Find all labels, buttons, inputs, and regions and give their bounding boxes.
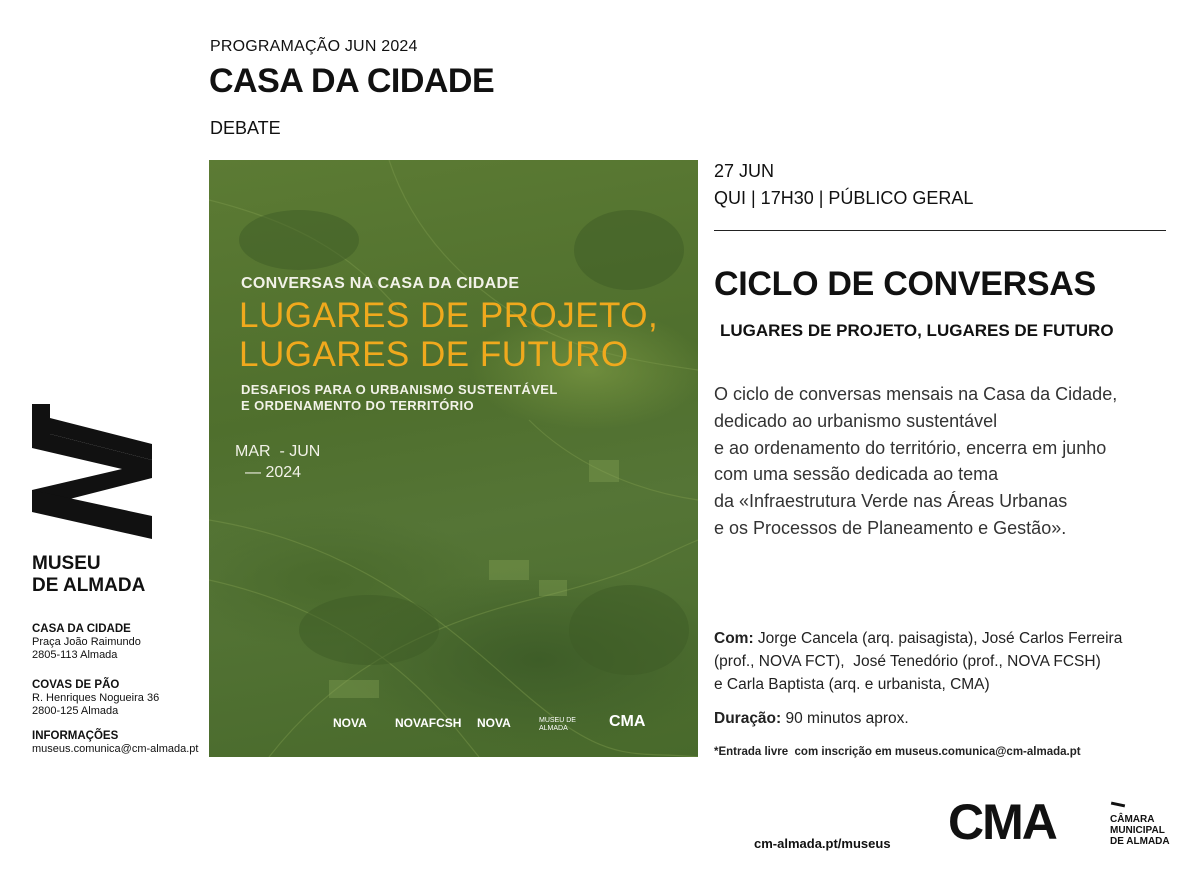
nova-fct-logo: NOVA xyxy=(477,716,511,730)
description-line: dedicado ao urbanismo sustentável xyxy=(714,411,998,431)
description-line: e os Processos de Planeamento e Gestão». xyxy=(714,518,1067,538)
poster-series-title: CONVERSAS NA CASA DA CIDADE xyxy=(241,275,520,292)
cma-accent-mark xyxy=(1111,802,1125,808)
poster-subtitle-line2: E ORDENAMENTO DO TERRITÓRIO xyxy=(241,398,475,413)
guests-label: Com: xyxy=(714,630,754,647)
museu-almada-logo-icon xyxy=(32,404,152,539)
event-category: DEBATE xyxy=(210,118,281,138)
covas-postcode: 2800-125 Almada xyxy=(32,705,119,717)
event-date: 27 JUN xyxy=(714,161,775,181)
casa-heading: CASA DA CIDADE xyxy=(32,623,131,635)
website-link[interactable]: cm-almada.pt/museus xyxy=(754,836,891,851)
casa-postcode: 2805-113 Almada xyxy=(32,649,118,661)
description-line: com uma sessão dedicada ao tema xyxy=(714,464,999,484)
programme-kicker: PROGRAMAÇÃO JUN 2024 xyxy=(210,38,418,55)
guests-line xyxy=(714,630,1122,648)
cycle-title: CICLO DE CONVERSAS xyxy=(714,265,1096,303)
duration-value: 90 minutos aprox. xyxy=(785,710,909,727)
description-line: e ao ordenamento do território, encerra em junho xyxy=(714,438,1107,458)
guests-line: (prof., NOVA FCT), José Tenedório (prof., NOVA FCSH) xyxy=(714,653,1101,670)
info-email: museus.comunica@cm-almada.pt xyxy=(32,743,199,755)
poster-dates-line1: MAR - JUN xyxy=(235,443,321,460)
poster-subtitle-line1: DESAFIOS PARA O URBANISMO SUSTENTÁVEL xyxy=(241,382,558,397)
museum-name-line2: DE ALMADA xyxy=(32,575,146,596)
nova-fcsh-logo: NOVAFCSH xyxy=(395,716,462,730)
guests-text: Jorge Cancela (arq. paisagista), José Carlos Ferreira xyxy=(757,630,1123,647)
poster-dates-line2: — 2024 xyxy=(245,464,302,481)
event-meta: QUI | 17H30 | PÚBLICO GERAL xyxy=(714,188,974,208)
event-poster xyxy=(209,160,698,757)
duration xyxy=(714,710,909,728)
casa-address: Praça João Raimundo xyxy=(32,636,141,648)
description-line: O ciclo de conversas mensais na Casa da Cidade, xyxy=(714,384,1118,404)
cma-label-line2: MUNICIPAL xyxy=(1110,825,1165,836)
cma-label-line1: CÂMARA xyxy=(1110,814,1155,825)
cma-label-line3: DE ALMADA xyxy=(1110,836,1170,847)
cycle-subtitle: LUGARES DE PROJETO, LUGARES DE FUTURO xyxy=(720,321,1114,340)
poster-title-line2: LUGARES DE FUTURO xyxy=(239,335,629,374)
museu-almada-logo: MUSEU DE ALMADA xyxy=(539,717,576,732)
venue-title: CASA DA CIDADE xyxy=(209,62,495,100)
poster-title-line1: LUGARES DE PROJETO, xyxy=(239,296,659,335)
cma-small-logo: CMA xyxy=(609,713,646,730)
museum-name-line1: MUSEU xyxy=(32,553,101,574)
entry-note: *Entrada livre com inscrição em museus.comunica@cm-almada.pt xyxy=(714,746,1081,758)
description-line: da «Infraestrutura Verde nas Áreas Urbanas xyxy=(714,491,1068,511)
covas-address: R. Henriques Nogueira 36 xyxy=(32,692,160,704)
divider xyxy=(714,230,1166,231)
covas-heading: COVAS DE PÃO xyxy=(32,679,120,691)
info-heading: INFORMAÇÕES xyxy=(32,730,119,742)
nova-logo: NOVA xyxy=(333,716,367,730)
guests-line: e Carla Baptista (arq. e urbanista, CMA) xyxy=(714,676,990,693)
duration-label: Duração: xyxy=(714,710,782,727)
cma-logo: CMA xyxy=(948,794,1056,850)
